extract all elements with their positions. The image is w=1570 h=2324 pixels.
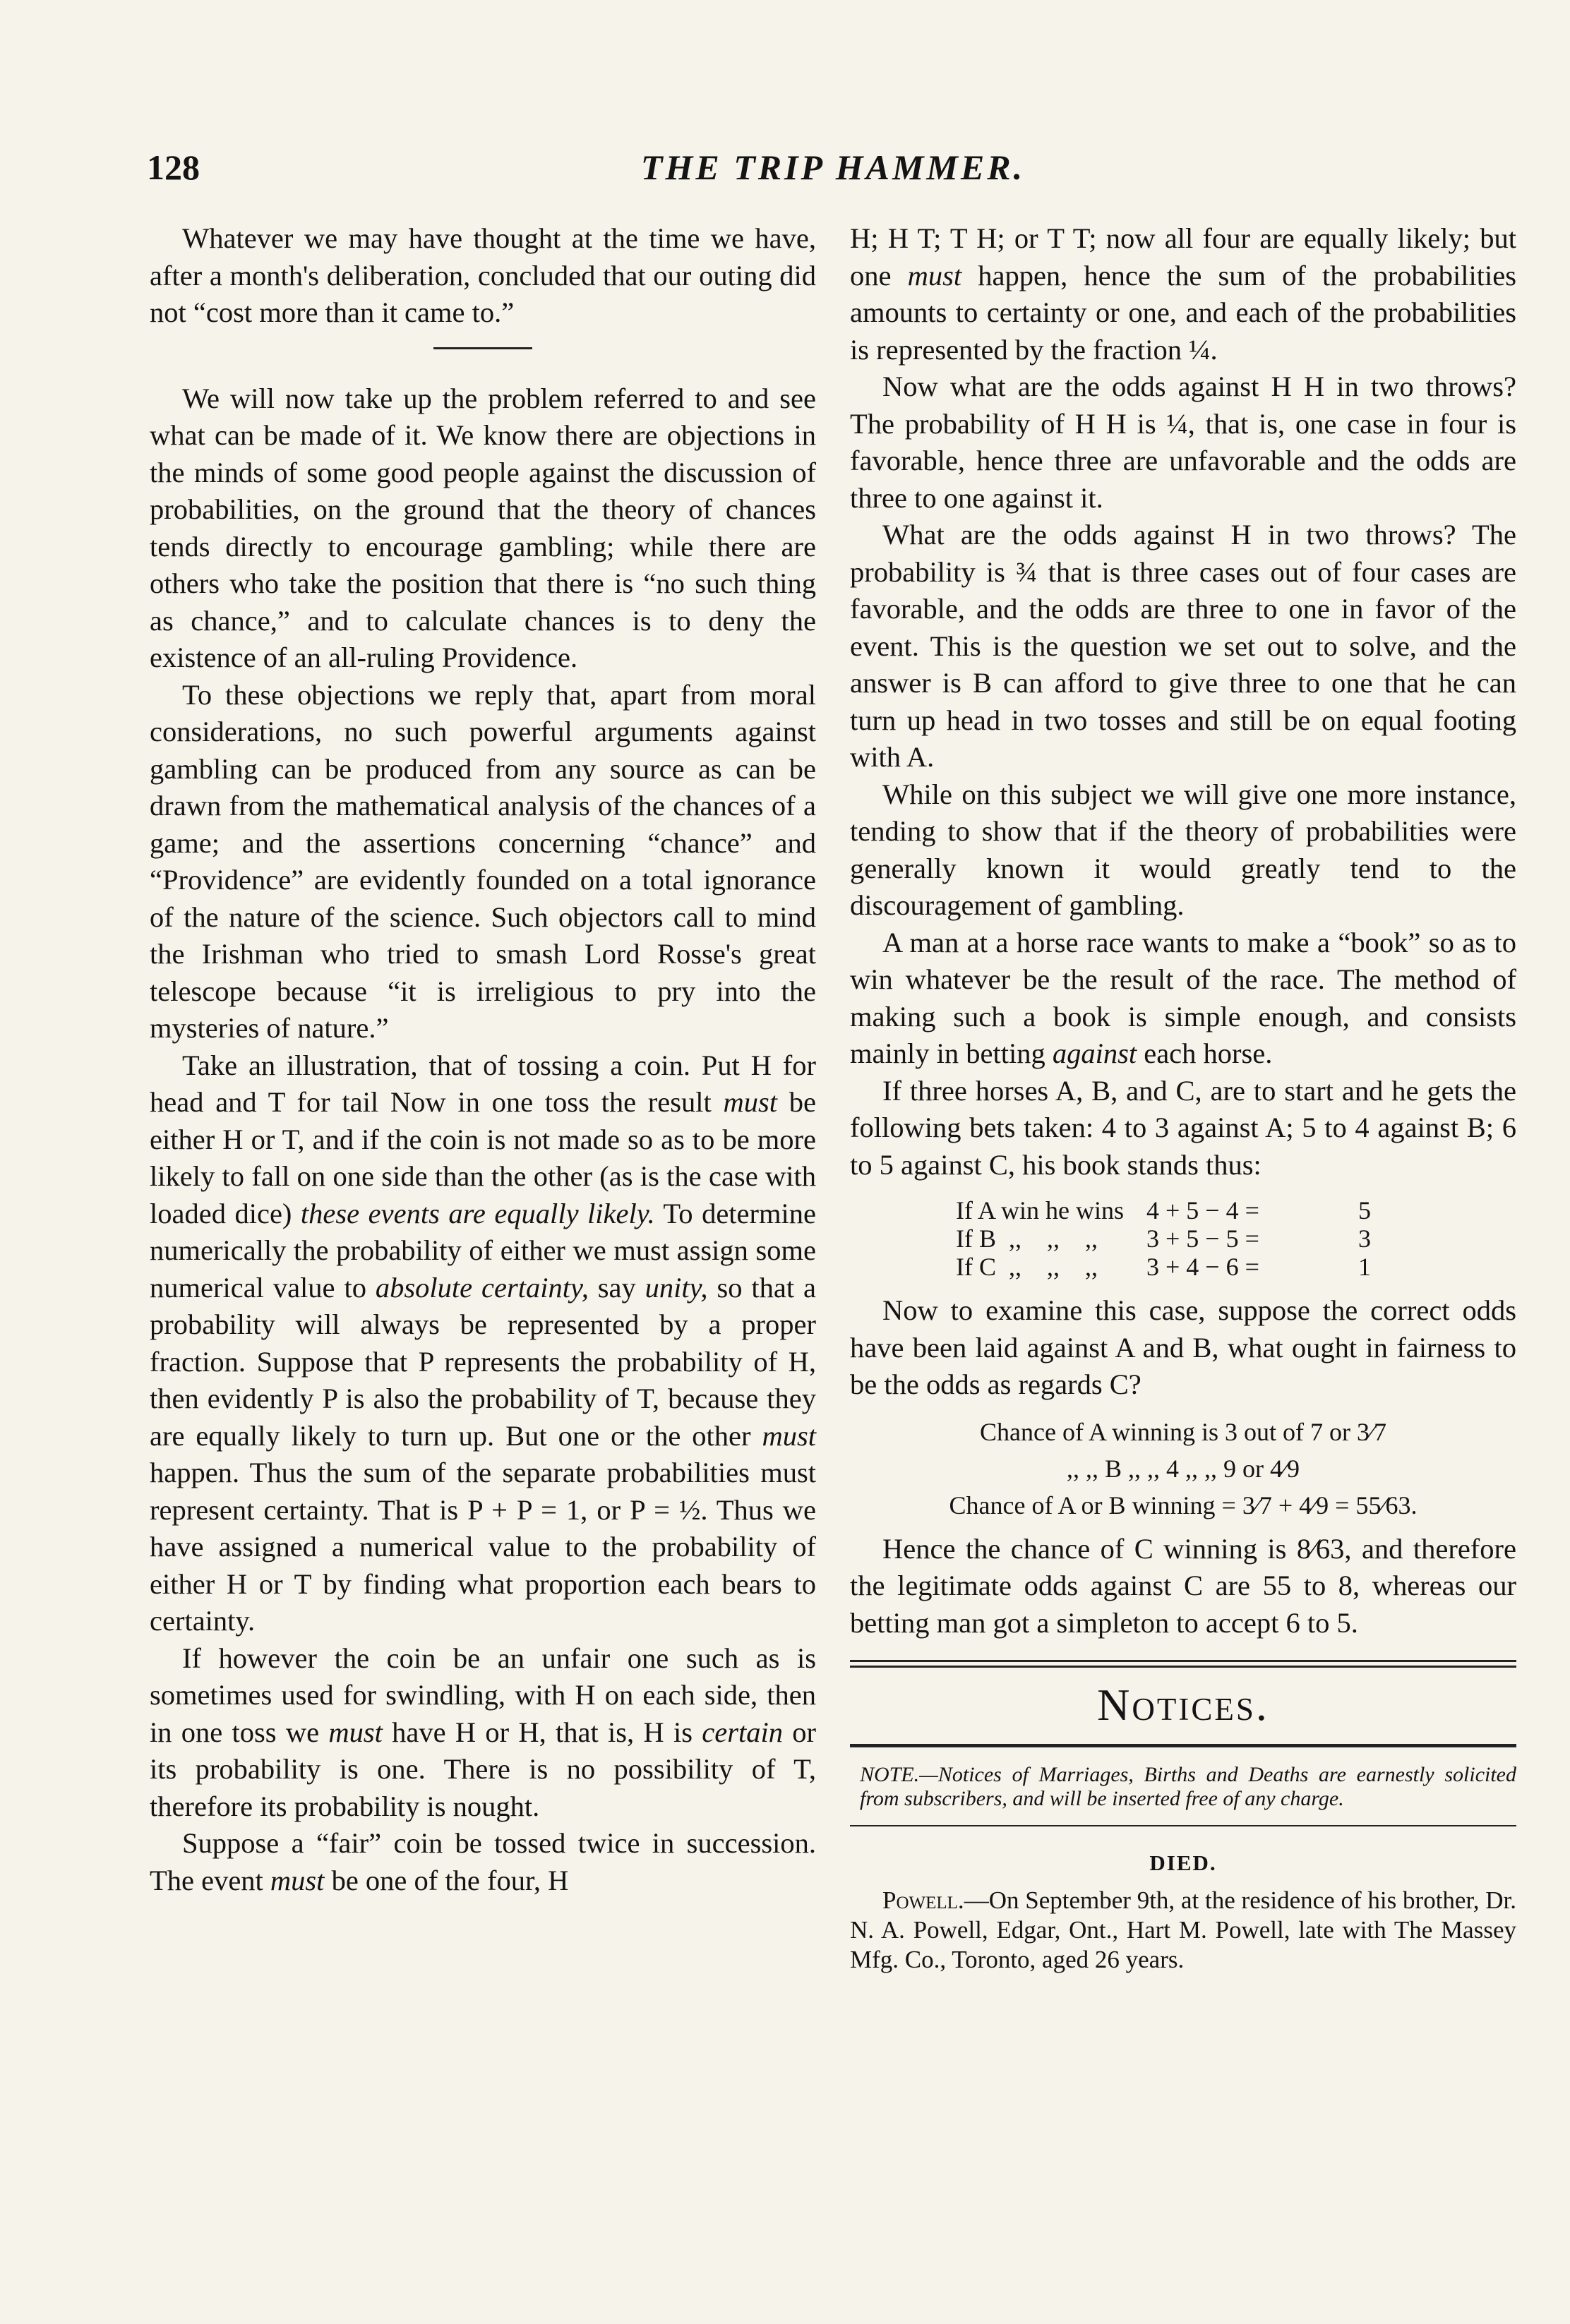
section-divider bbox=[433, 347, 532, 349]
bet-row: If A win he wins 4 + 5 − 4 = 5 bbox=[956, 1196, 1371, 1224]
paragraph-examine-case: Now to examine this case, suppose the correct odds have been laid against A and B, what ought in fairness to be the odds as regards C? bbox=[850, 1294, 1516, 1400]
chance-line-a-or-b: Chance of A or B winning = 3⁄7 + 4⁄9 = 55⁄63. bbox=[949, 1491, 1418, 1519]
running-title: THE TRIP HAMMER. bbox=[640, 147, 1026, 187]
paragraph-odds-hh: Now what are the odds against H H in two throws? The probability of H H is ¼, that is, one case in four is favorable, hence three are unfavorable and the odds are three to one against it. bbox=[850, 371, 1516, 514]
page-number: 128 bbox=[147, 147, 200, 187]
paragraph-gambling: While on this subject we will give one more instance, tending to show that if the theory of probabilities were generally known it would greatly tend to the discouragement of gambling. bbox=[850, 778, 1516, 921]
betting-book bbox=[956, 1196, 1516, 1281]
chance-line-b: ,, ,, B ,, ,, 4 ,, ,, 9 or 4⁄9 bbox=[1066, 1454, 1300, 1483]
paragraph-objections: To these objections we reply that, apart from moral considerations, no such powerful arguments against gambling can be produced from any source as can be drawn from the mathematical analysis of the chances of a game; and the assertions concerning “chance” and “Providence” are evidently founded on a total ignorance of the nature of the science. Such objectors call to mind the Irishman who tried to smash Lord Rosse's great telescope because “it is irreligious to pry into the mysteries of nature.” bbox=[150, 678, 816, 1044]
paragraph-two-tosses: Suppose a “fair” coin be tossed twice in succession. The event must be one of the four, H bbox=[150, 1827, 816, 1896]
page-header bbox=[141, 147, 1525, 203]
intro-paragraph: Whatever we may have thought at the time we have, after a month's deliberation, concluded that our outing did not “cost more than it came to.” bbox=[150, 222, 816, 328]
left-column bbox=[150, 220, 816, 1899]
notices-heading: Notices. bbox=[1097, 1680, 1269, 1730]
paragraph-unfair-coin: If however the coin be an unfair one such as is sometimes used for swindling, with H on each side, then in one toss we must have H or H, that is, H is certain or its probability is one. There is no possibility of T, therefore its probability is nought. bbox=[150, 1642, 816, 1822]
paragraph-conclusion: Hence the chance of C winning is 8⁄63, and therefore the legitimate odds against C are 55 to 8, whereas our betting man got a simpleton to accept 6 to 5. bbox=[850, 1532, 1516, 1639]
paragraph-odds-h: What are the odds against H in two throws? The probability is ¾ that is three cases out of four cases are favorable, and the odds are three to one in favor of the event. This is the question we set out to solve, and the answer is B can afford to give three to one that he can turn up head in two tosses and still be on equal footing with A. bbox=[850, 519, 1516, 773]
obituary: Powell.—On September 9th, at the residence of his brother, Dr. N. A. Powell, Edgar, Ont., Hart M. Powell, late with The Massey Mfg. Co., Toronto, aged 26 years. bbox=[850, 1886, 1516, 1973]
paragraph-coin-illustration: Take an illustration, that of tossing a coin. Put H for head and T for tail Now in one toss the result must be either H or T, and if the coin is not made so as to be more likely to fall on one side than the other (as is the case with loaded dice) these events are equally likely. To determine numerically the probability of either we must assign some numerical value to absolute certainty, say unity, so that a probability will always be represented by a proper fraction. Suppose that P represents the probability of H, then evidently P is also the probability of T, because they are equally likely to turn up. But one or the other must happen. Thus the sum of the separate probabilities must represent certainty. That is P + P = 1, or P = ½. Thus we have assigned a numerical value to the probability of either H or T by finding what proportion each bears to certainty. bbox=[150, 1049, 816, 1637]
died-heading: DIED. bbox=[1149, 1850, 1217, 1875]
chance-equations bbox=[850, 1414, 1516, 1524]
double-rule-divider bbox=[850, 1660, 1516, 1668]
bet-row: If B ,, ,, ,, 3 + 5 − 5 = 3 bbox=[956, 1224, 1371, 1253]
right-column bbox=[850, 220, 1516, 1975]
thin-rule-divider bbox=[850, 1825, 1516, 1826]
paragraph-problem: We will now take up the problem referred to and see what can be made of it. We know there are objections in the minds of some good people against the discussion of probabilities, on the ground that the theory of chances tends directly to encourage gambling; while there are others who take the position that there is “no such thing as chance,” and to calculate chances is to deny the existence of an all-ruling Providence. bbox=[150, 382, 816, 673]
paragraph-three-horses: If three horses A, B, and C, are to start and he gets the following bets taken: 4 to 3 against A; 5 to 4 against B; 6 to 5 against C, his book stands thus: bbox=[850, 1074, 1516, 1181]
chance-line-a: Chance of A winning is 3 out of 7 or 3⁄7 bbox=[980, 1417, 1386, 1446]
paragraph-four-outcomes: H; H T; T H; or T T; now all four are equally likely; but one must happen, hence the sum of the probabilities amounts to certainty or one, and each of the probabilities is represented by the fraction ¼. bbox=[850, 222, 1517, 366]
notices-note: NOTE.—Notices of Marriages, Births and Deaths are earnestly solicited from subscribers, and will be inserted free of any charge. bbox=[860, 1763, 1516, 1810]
paragraph-horse-race: A man at a horse race wants to make a “book” so as to win whatever be the result of the race. The method of making such a book is simple enough, and consists mainly in betting against each horse. bbox=[850, 926, 1516, 1069]
thick-rule-divider bbox=[850, 1744, 1516, 1747]
bet-row: If C ,, ,, ,, 3 + 4 − 6 = 1 bbox=[956, 1253, 1371, 1281]
